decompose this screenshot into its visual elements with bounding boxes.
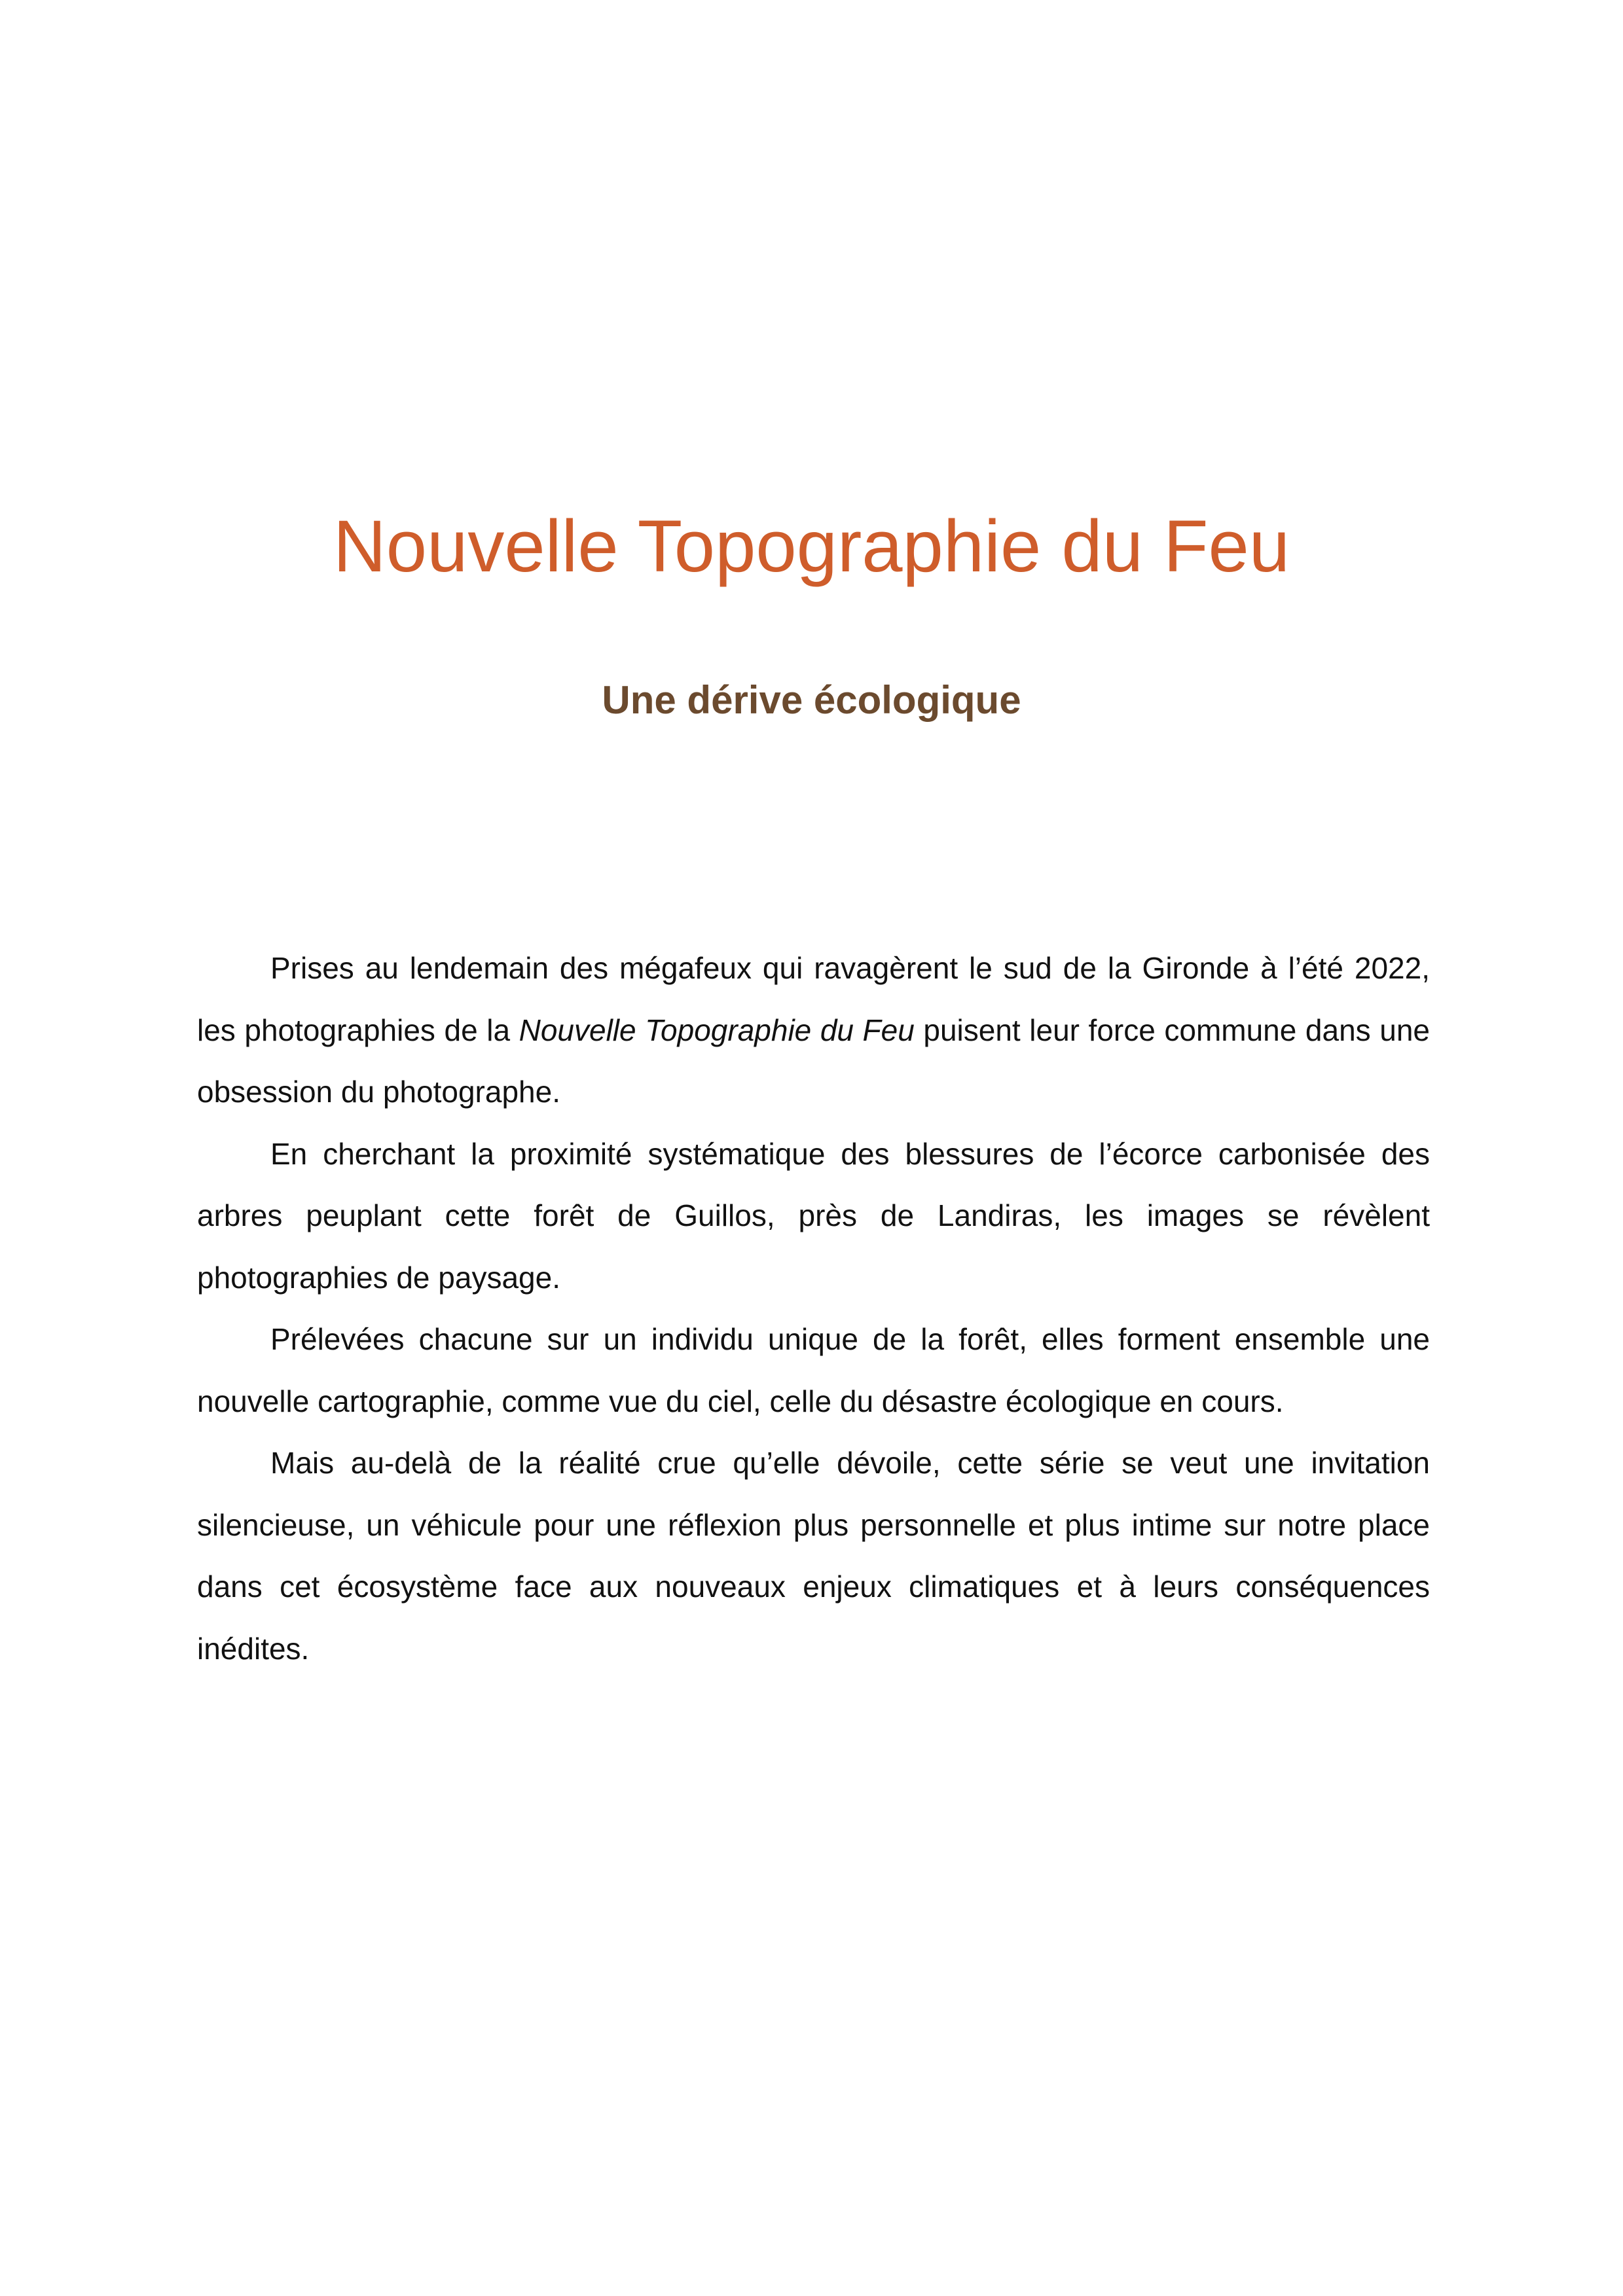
body-text [197,937,1430,1679]
series-title-italic: Nouvelle Topographie du Feu [519,1013,915,1047]
paragraph-1-end: puisent leur force commune dans une obsession du photographe. [197,1013,1430,1109]
paragraph-2: En cherchant la proximité systématique des blessures de l’écorce carbonisée des arbres peuplant cette forêt de Guillos, près de Landiras, les images se révèlent photographies de paysage. [197,1136,1430,1295]
page-subtitle: Une dérive écologique [602,678,1021,722]
page-title: Nouvelle Topographie du Feu [333,505,1290,587]
paragraph-1 [197,937,1430,1123]
paragraph-4: Mais au-delà de la réalité crue qu’elle dévoile, cette série se veut une invitation silencieuse, un véhicule pour une réflexion plus personnelle et plus intime sur notre place dans cet écosystème face aux nouveaux enjeux climatiques et à leurs conséquences inédites. [197,1446,1430,1666]
paragraph-1-start: Prises au lendemain des mégafeux qui ravagèrent le sud de la Gironde à l’été 2022, les photographies de la [197,951,1430,1047]
paragraph-3: Prélevées chacune sur un individu unique de la forêt, elles forment ensemble une nouvelle cartographie, comme vue du ciel, celle du désastre écologique en cours. [197,1322,1430,1418]
